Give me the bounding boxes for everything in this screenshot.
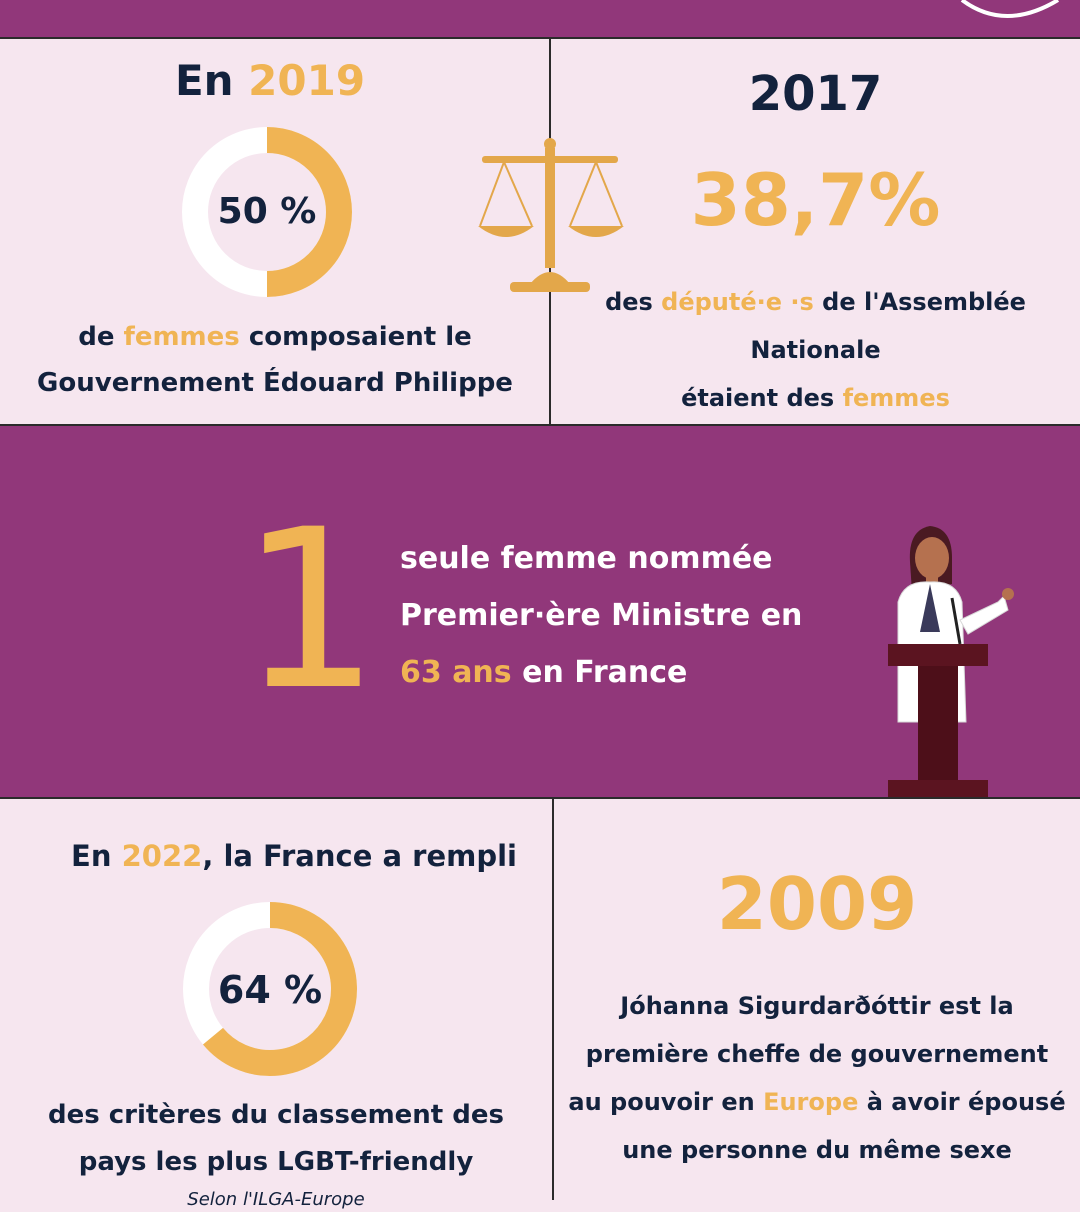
panel1-donut-label: 50 % xyxy=(217,191,317,232)
panel3-title: En 2022, la France a rempli xyxy=(71,839,517,873)
banner-big-number: 1 xyxy=(240,482,380,738)
panel3-donut-label: 64 % xyxy=(217,968,323,1012)
woman-at-podium-illustration xyxy=(880,522,1020,798)
panel4-description: Jóhanna Sigurdarðóttir est la première cheffe de gouvernement au pouvoir en Europe à avoir épousé une personne du même sexe xyxy=(568,992,1066,1164)
banner-text: seule femme nommée Premier·ère Ministre en 63 ans en France xyxy=(400,541,803,690)
panel3-source: Selon l'ILGA-Europe xyxy=(187,1189,365,1210)
panel1-title: En 2019 xyxy=(174,56,366,105)
divider xyxy=(0,37,1080,39)
panel4-year: 2009 xyxy=(716,862,918,946)
panel3-description: des critères du classement des pays les plus LGBT-friendly xyxy=(47,1100,505,1177)
panel1-description: de femmes composaient le Gouvernement Édouard Philippe xyxy=(37,322,513,398)
logo-circle-icon xyxy=(950,0,1070,38)
divider xyxy=(0,797,1080,799)
panel2-year: 2017 xyxy=(748,66,883,122)
panel2-description: des député·e ·s de l'Assemblée Nationale étaient des femmes xyxy=(605,288,1026,412)
top-banner xyxy=(0,0,1080,38)
panel2-percent: 38,7% xyxy=(690,158,941,242)
